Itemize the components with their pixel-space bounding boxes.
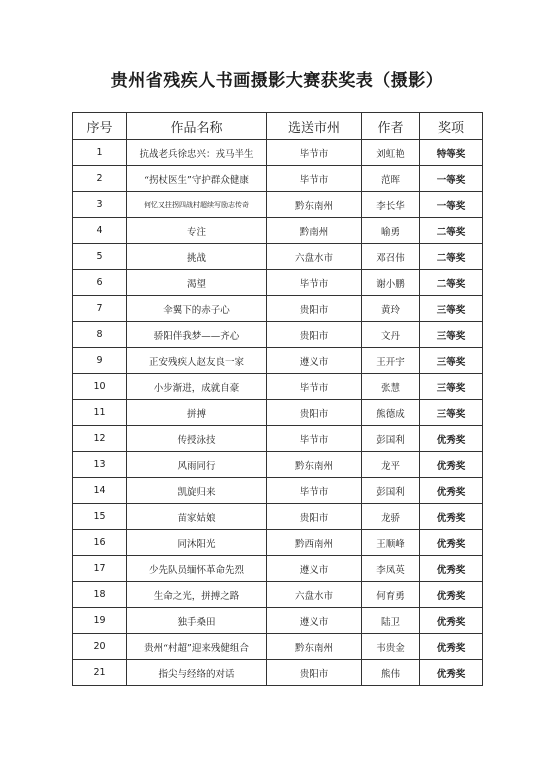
cell-city: 毕节市: [267, 166, 362, 192]
cell-city: 六盘水市: [267, 582, 362, 608]
cell-number: 9: [73, 348, 127, 374]
table-row: [73, 608, 483, 634]
cell-number: 20: [73, 634, 127, 660]
header-author: 作者: [362, 113, 420, 140]
cell-number: 13: [73, 452, 127, 478]
cell-city: 毕节市: [267, 140, 362, 166]
cell-work-title: 伞翼下的赤子心: [127, 296, 267, 322]
cell-city: 黔东南州: [267, 634, 362, 660]
table-row: [73, 478, 483, 504]
header-work-title: 作品名称: [127, 113, 267, 140]
cell-author: 熊德成: [362, 400, 420, 426]
cell-city: 贵阳市: [267, 400, 362, 426]
cell-author: 邓召伟: [362, 244, 420, 270]
cell-city: 六盘水市: [267, 244, 362, 270]
cell-number: 6: [73, 270, 127, 296]
cell-award: 三等奖: [420, 374, 483, 400]
cell-author: 龙平: [362, 452, 420, 478]
cell-work-title: 少先队员缅怀革命先烈: [127, 556, 267, 582]
cell-work-title: 挑战: [127, 244, 267, 270]
cell-city: 黔东南州: [267, 452, 362, 478]
cell-award: 一等奖: [420, 192, 483, 218]
cell-work-title: 凯旋归来: [127, 478, 267, 504]
cell-award: 优秀奖: [420, 582, 483, 608]
cell-award: 三等奖: [420, 400, 483, 426]
cell-number: 17: [73, 556, 127, 582]
cell-author: 谢小鹏: [362, 270, 420, 296]
cell-city: 遵义市: [267, 348, 362, 374]
cell-author: 彭国利: [362, 478, 420, 504]
cell-work-title: 骄阳伴我梦——齐心: [127, 322, 267, 348]
cell-number: 14: [73, 478, 127, 504]
table-row: [73, 322, 483, 348]
cell-city: 黔西南州: [267, 530, 362, 556]
cell-author: 李凤英: [362, 556, 420, 582]
cell-work-title: 独手桑田: [127, 608, 267, 634]
cell-work-title: 指尖与经络的对话: [127, 660, 267, 686]
cell-award: 三等奖: [420, 296, 483, 322]
cell-number: 10: [73, 374, 127, 400]
table-row: [73, 660, 483, 686]
cell-number: 4: [73, 218, 127, 244]
cell-award: 优秀奖: [420, 504, 483, 530]
cell-city: 毕节市: [267, 270, 362, 296]
cell-work-title: 生命之光，拼搏之路: [127, 582, 267, 608]
cell-award: 优秀奖: [420, 530, 483, 556]
cell-number: 15: [73, 504, 127, 530]
cell-work-title: 同沐阳光: [127, 530, 267, 556]
cell-number: 5: [73, 244, 127, 270]
cell-award: 优秀奖: [420, 452, 483, 478]
cell-author: 李长华: [362, 192, 420, 218]
cell-author: 陆卫: [362, 608, 420, 634]
header-award: 奖项: [420, 113, 483, 140]
table-row: [73, 556, 483, 582]
table-row: [73, 634, 483, 660]
cell-author: 何育勇: [362, 582, 420, 608]
header-city: 选送市州: [267, 113, 362, 140]
cell-award: 二等奖: [420, 244, 483, 270]
table-row: [73, 504, 483, 530]
cell-award: 优秀奖: [420, 634, 483, 660]
cell-award: 二等奖: [420, 218, 483, 244]
cell-work-title: 拼搏: [127, 400, 267, 426]
cell-author: 范晖: [362, 166, 420, 192]
awards-table: [72, 112, 483, 686]
cell-award: 一等奖: [420, 166, 483, 192]
cell-author: 王顺峰: [362, 530, 420, 556]
table-row: [73, 244, 483, 270]
cell-number: 21: [73, 660, 127, 686]
cell-work-title: 正安残疾人赵友良一家: [127, 348, 267, 374]
table-row: [73, 452, 483, 478]
table-row: [73, 218, 483, 244]
cell-number: 2: [73, 166, 127, 192]
cell-work-title: 贵州“村超”迎来残健组合: [127, 634, 267, 660]
cell-author: 喻勇: [362, 218, 420, 244]
cell-city: 贵阳市: [267, 660, 362, 686]
cell-author: 彭国利: [362, 426, 420, 452]
cell-city: 黔东南州: [267, 192, 362, 218]
cell-award: 特等奖: [420, 140, 483, 166]
cell-number: 11: [73, 400, 127, 426]
cell-city: 毕节市: [267, 426, 362, 452]
cell-work-title: 专注: [127, 218, 267, 244]
cell-work-title: “拐杖医生”守护群众健康: [127, 166, 267, 192]
table-row: [73, 166, 483, 192]
table-row: [73, 296, 483, 322]
table-row: [73, 348, 483, 374]
cell-award: 三等奖: [420, 348, 483, 374]
cell-work-title: 苗家姑娘: [127, 504, 267, 530]
cell-work-title: 抗战老兵徐忠兴：戎马半生: [127, 140, 267, 166]
cell-work-title: 小步渐进，成就自豪: [127, 374, 267, 400]
cell-author: 王开宇: [362, 348, 420, 374]
cell-award: 优秀奖: [420, 556, 483, 582]
cell-work-title: 何忆又拄拐四战村超续写励志传奇: [127, 192, 267, 218]
cell-city: 遵义市: [267, 608, 362, 634]
table-row: [73, 582, 483, 608]
table-header-row: [73, 113, 483, 140]
cell-author: 刘虹艳: [362, 140, 420, 166]
cell-number: 8: [73, 322, 127, 348]
cell-city: 毕节市: [267, 374, 362, 400]
table-row: [73, 140, 483, 166]
cell-number: 12: [73, 426, 127, 452]
cell-award: 二等奖: [420, 270, 483, 296]
header-number: 序号: [73, 113, 127, 140]
cell-award: 优秀奖: [420, 426, 483, 452]
cell-author: 韦贵金: [362, 634, 420, 660]
cell-number: 7: [73, 296, 127, 322]
cell-work-title: 传授泳技: [127, 426, 267, 452]
table-row: [73, 530, 483, 556]
cell-number: 1: [73, 140, 127, 166]
cell-author: 文丹: [362, 322, 420, 348]
table-body: [73, 140, 483, 686]
cell-award: 优秀奖: [420, 478, 483, 504]
table-row: [73, 270, 483, 296]
cell-award: 三等奖: [420, 322, 483, 348]
cell-work-title: 风雨同行: [127, 452, 267, 478]
cell-number: 3: [73, 192, 127, 218]
cell-city: 贵阳市: [267, 504, 362, 530]
cell-author: 熊伟: [362, 660, 420, 686]
cell-work-title: 渴望: [127, 270, 267, 296]
cell-award: 优秀奖: [420, 660, 483, 686]
cell-author: 黄玲: [362, 296, 420, 322]
cell-author: 龙骄: [362, 504, 420, 530]
document-title: 贵州省残疾人书画摄影大赛获奖表（摄影）: [110, 71, 444, 91]
table-row: [73, 400, 483, 426]
cell-number: 16: [73, 530, 127, 556]
cell-city: 贵阳市: [267, 322, 362, 348]
cell-city: 贵阳市: [267, 296, 362, 322]
table-row: [73, 374, 483, 400]
cell-number: 18: [73, 582, 127, 608]
cell-city: 毕节市: [267, 478, 362, 504]
table-row: [73, 426, 483, 452]
table-row: [73, 192, 483, 218]
cell-award: 优秀奖: [420, 608, 483, 634]
cell-city: 黔南州: [267, 218, 362, 244]
cell-author: 张慧: [362, 374, 420, 400]
cell-number: 19: [73, 608, 127, 634]
cell-city: 遵义市: [267, 556, 362, 582]
